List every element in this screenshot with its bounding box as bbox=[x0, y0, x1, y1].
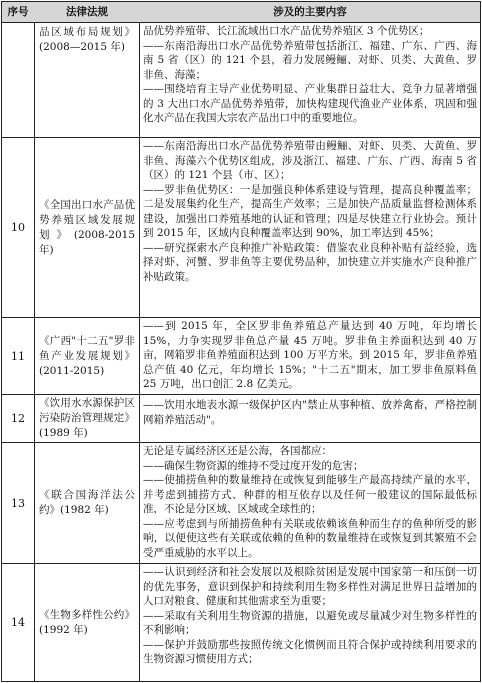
row-law: 《全国出口水产品优势养殖区域发展规划》(2008-2015 年) bbox=[39, 198, 135, 256]
header-law: 法律法规 bbox=[66, 6, 108, 18]
row-law: 《生物多样性公约》(1992 年) bbox=[39, 608, 135, 636]
content-line: ——保护并鼓励那些按照传统文化惯例而且符合保护或持续利用要求的生物资源习惯使用方式； bbox=[143, 638, 477, 666]
row-content bbox=[140, 564, 480, 681]
regulations-table bbox=[1, 1, 481, 682]
row-index: 11 bbox=[11, 349, 25, 363]
row-law: 品区域布局规划》(2008—2015 年) bbox=[39, 26, 135, 53]
row-law: 《饮用水水源保护区污染防治管理规定》(1989 年) bbox=[39, 397, 135, 439]
table-row bbox=[2, 318, 480, 395]
table-row bbox=[2, 23, 480, 138]
row-index: 13 bbox=[11, 496, 25, 510]
table-row bbox=[2, 395, 480, 443]
content-line: ——罗非鱼优势区：一是加强良种体系建设与管理，提高良种覆盖率；二是发展集约化生产，提高生产效率；三是加快产品质量监督检测体系建设，加强出口养殖基地的认证和管理；四是尽快建立行业协会。预计到 2015 年，区域内良种覆盖率达到 90%，加工率达到 45%； bbox=[143, 183, 477, 240]
row-content bbox=[140, 23, 480, 137]
row-content bbox=[140, 318, 480, 394]
content-line: ——采取有关利用生物资源的措施，以避免或尽量减少对生物多样性的不利影响； bbox=[143, 609, 477, 637]
table-row bbox=[2, 443, 480, 564]
content-line: ——东南沿海出口水产品优势养殖带包括浙江、福建、广东、广西、海南 5 省（区）的 121 个县，着力发展鳗鲡、对虾、贝类、大黄鱼、罗非鱼、海藻； bbox=[143, 39, 477, 81]
header-content: 涉及的主要内容 bbox=[273, 6, 347, 18]
row-content bbox=[140, 395, 480, 442]
content-line: ——研究探索水产良种推广补贴政策：借鉴农业良种补贴有益经验，选择对虾、河蟹、罗非鱼等主要优势品种，加快建立并实施水产良种推广补贴政策。 bbox=[143, 241, 477, 283]
table-row bbox=[2, 564, 480, 681]
content-line: ——使捕捞鱼种的数量维持在或恢复到能够生产最高持续产量的水平，并考虑到捕捞方式、种群的相互依存以及任何一般建议的国际最低标准，不论是分区域、区域或全球性的； bbox=[143, 474, 477, 516]
table-header bbox=[2, 2, 480, 23]
row-content bbox=[140, 138, 480, 317]
row-index: 10 bbox=[11, 221, 25, 234]
content-line: ——认识到经济和社会发展以及根除贫困是发展中国家第一和压倒一切的优先事务，意识到保护和持续利用生物多样性对满足世界日益增加的人口对粮食、健康和其他需求至为重要； bbox=[143, 566, 477, 608]
row-index: 12 bbox=[11, 412, 25, 425]
content-line: ——应考虑到与所捕捞鱼种有关联或依赖该鱼种而生存的鱼种所受的影响，以便使这些有关联或依赖的鱼种的数量维持在或恢复到其繁殖不会受严重威胁的水平以上。 bbox=[143, 517, 477, 559]
content-line: ——确保生物资源的维持不受过度开发的危害； bbox=[143, 459, 364, 472]
content-line: ——东南沿海出口水产品优势养殖带由鳗鲡、对虾、贝类、大黄鱼、罗非鱼、海藻六个优势区组成，涉及浙江、福建、广东、广西、海南 5 省（区）的 121 个县（市、区）； bbox=[143, 140, 477, 182]
content-line: ——围绕培育主导产业优势明显、产业集群日益壮大、竞争力显著增强的 3 大出口水产品优势养殖带，加快构建现代渔业产业体系，巩固和强化水产品在我国大宗农产品出口中的重要地位。 bbox=[143, 83, 477, 125]
content-line: ——饮用水地表水源一级保护区内"禁止从事种植、放养禽畜，严格控制网箱养殖活动"。 bbox=[143, 399, 477, 426]
content-line: ——到 2015 年，全区罗非鱼养殖总产量达到 40 万吨，年均增长 15%，力争实现罗非鱼总产量 45 万吨。罗非鱼主养面积达到 40 万亩，网箱罗非鱼养殖面积达到 100 万平方米。到 2015 年，罗非鱼养殖总产值 40 亿元，年均增长 15%；"十二五"期末，加工罗非鱼原料鱼 25 万吨，出口创汇 2.8 亿美元。 bbox=[143, 320, 477, 391]
table-row bbox=[2, 138, 480, 318]
row-index: 14 bbox=[11, 616, 25, 629]
header-index: 序号 bbox=[7, 6, 29, 18]
content-line: 无论是专属经济区还是公海，各国都应： bbox=[143, 445, 332, 457]
content-line: 品优势养殖带、长江流域出口水产品优势养殖区 3 个优势区； bbox=[143, 25, 430, 37]
row-content bbox=[140, 443, 480, 563]
row-law: 《联合国海洋法公约》(1982 年) bbox=[39, 489, 135, 516]
row-index bbox=[2, 23, 34, 137]
row-law: 《广西"十二五"罗非鱼产业发展规划》(2011-2015) bbox=[39, 334, 135, 377]
